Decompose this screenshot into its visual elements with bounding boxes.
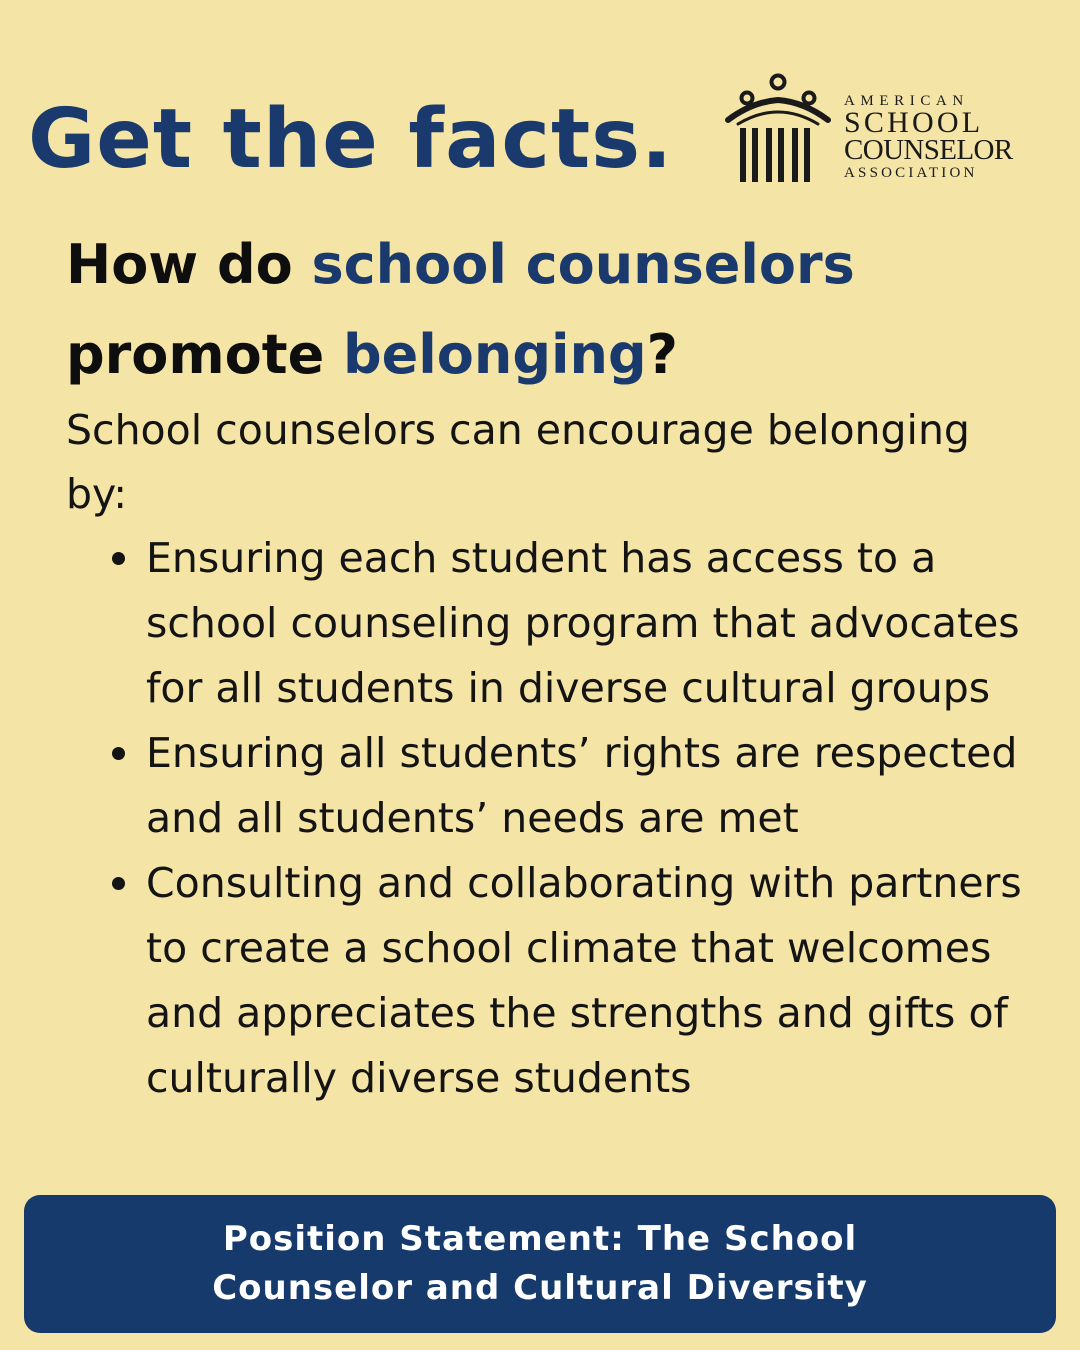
list-item [146,721,1026,851]
bullet-dot-icon [112,877,125,890]
logo-line-american: AMERICAN [844,93,969,109]
logo-wordmark [844,92,1020,182]
question-part-1: How do [66,233,312,296]
question-highlight-1: school counselors [311,233,855,296]
asca-logo [722,72,1022,188]
list-item-text: Ensuring each student has access to a school counseling program that advocates for all students in diverse cultural groups [146,534,1020,712]
logo-line-association: ASSOCIATION [844,165,978,181]
question-part-2: promote [66,323,343,386]
logo-line-school: SCHOOL [844,106,984,139]
list-item-text: Consulting and collaborating with partners to create a school climate that welcomes and appreciates the strengths and gifts of culturally diverse students [146,859,1022,1102]
bullet-list [0,526,1080,1111]
list-item-text: Ensuring all students’ rights are respected and all students’ needs are met [146,729,1018,842]
position-statement-banner[interactable] [24,1195,1056,1333]
list-item [146,526,1026,721]
question-highlight-2: belonging [343,323,647,386]
question-heading [66,220,1026,400]
position-statement-label: Position Statement: The School Counselor and Cultural Diversity [212,1219,868,1308]
bullet-dot-icon [112,747,125,760]
bullet-dot-icon [112,552,125,565]
list-item [146,851,1026,1111]
intro-text: School counselors can encourage belonging by: [66,406,970,518]
page-headline: Get the facts. [28,92,674,187]
school-columns-figures-icon [722,72,834,188]
question-part-3: ? [646,323,678,386]
logo-line-counselor: COUNSELOR [844,134,1013,166]
